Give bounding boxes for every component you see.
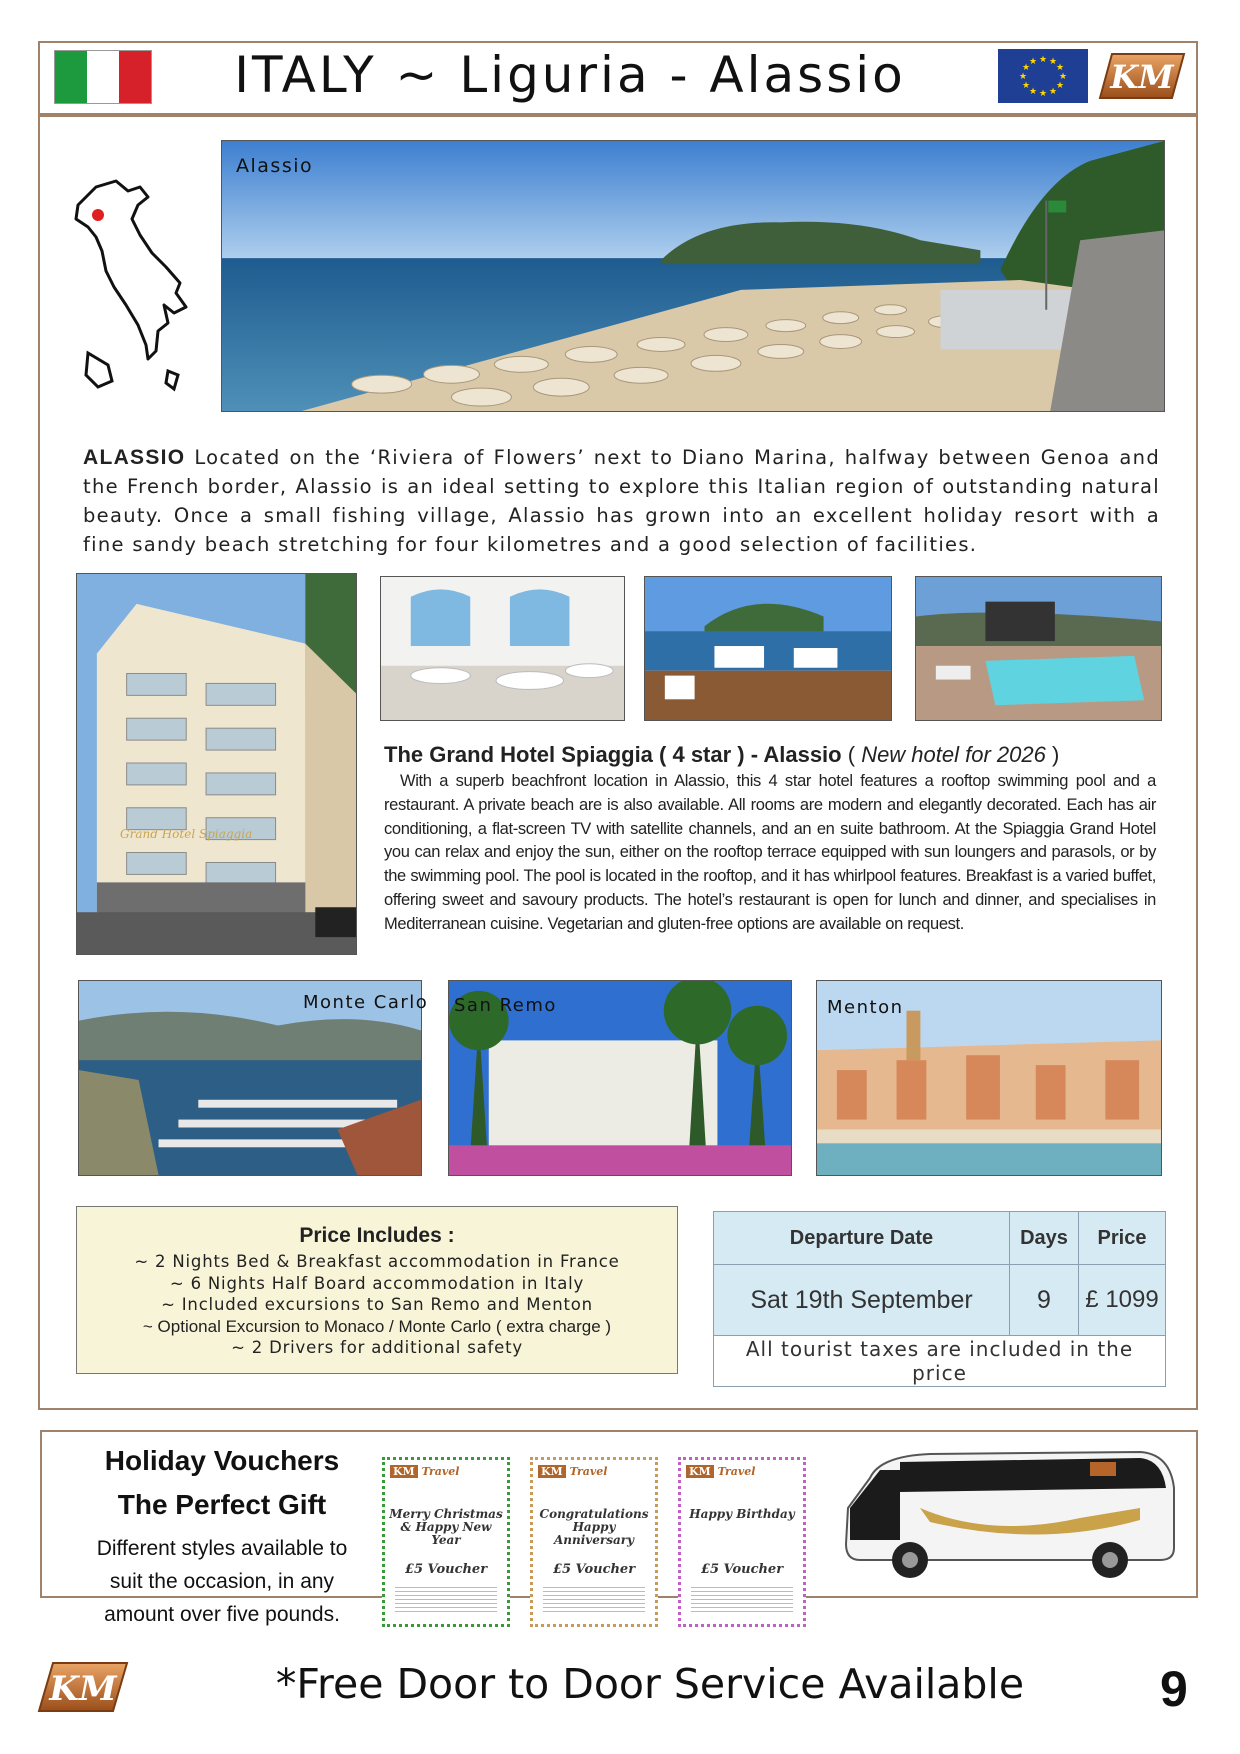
svg-text:★: ★ bbox=[1048, 87, 1058, 97]
svg-text:★: ★ bbox=[1028, 87, 1038, 97]
coach-image bbox=[840, 1448, 1180, 1586]
voucher-logo: KM Travel bbox=[538, 1465, 607, 1478]
price-includes-item: ~ 2 Drivers for additional safety bbox=[231, 1338, 523, 1357]
voucher-amount: £5 Voucher bbox=[404, 1562, 488, 1577]
intro-text: Located on the ‘Riviera of Flowers’ next to Diano Marina, halfway between Genoa and the French border, Alassio is an ideal setting to explore this Italian region of outstanding natural beauty. Once a small fishing village, Alassio has grown into an excellent holiday resort with a fine sandy beach stretching for four kilometres and a good selection of facilities. bbox=[83, 446, 1161, 556]
voucher-fine-print bbox=[691, 1584, 793, 1614]
voucher-logo: KM Travel bbox=[390, 1465, 459, 1478]
hotel-description: With a superb beachfront location in Alassio, this 4 star hotel features a rooftop swimming pool and a restaurant. A private beach are is also available. All rooms are modern and elegantly decorated. Each has air conditioning, a flat-screen TV with satellite channels, and an en suite bathroom. At the Spiaggia Grand Hotel you can relax and enjoy the sun, either on the rooftop terrace equipped with sun loungers and parasols, or by the swimming pool. The pool is located in the rooftop, and it has whirlpool features. Breakfast is a varied buffet, offering sweet and savoury products. The hotel’s restaurant is open for lunch and dinner, and specialises in Mediterranean cuisine. Vegetarian and gluten-free options are available on request. bbox=[384, 772, 1156, 933]
rooftop-pool-photo bbox=[915, 576, 1162, 721]
svg-text:★: ★ bbox=[1038, 55, 1048, 65]
restaurant-photo bbox=[380, 576, 625, 721]
svg-text:KM: KM bbox=[1110, 58, 1174, 96]
price-includes-box bbox=[76, 1206, 678, 1374]
caption-menton: Menton bbox=[827, 997, 904, 1018]
km-mark: KM bbox=[686, 1465, 714, 1478]
price-includes-item: ~ 6 Nights Half Board accommodation in Italy bbox=[169, 1273, 585, 1293]
hotel-title: The Grand Hotel Spiaggia ( 4 star ) - Alassio bbox=[384, 742, 842, 767]
hotel-exterior-photo bbox=[76, 573, 357, 955]
eu-flag bbox=[998, 49, 1088, 103]
table-row bbox=[714, 1265, 1166, 1336]
departure-date: Sat 19th September bbox=[714, 1265, 1010, 1336]
price-includes-item: ~ Optional Excursion to Monaco / Monte Carlo ( extra charge ) bbox=[142, 1316, 612, 1336]
price-includes-heading: Price Includes : bbox=[299, 1224, 455, 1247]
voucher-fine-print bbox=[395, 1584, 497, 1614]
departure-table bbox=[713, 1211, 1166, 1387]
km-logo-footer bbox=[37, 1659, 129, 1715]
hotel-title-open: ( bbox=[847, 742, 856, 767]
vouchers-panel bbox=[72, 1442, 372, 1631]
svg-text:★: ★ bbox=[1055, 63, 1065, 73]
svg-text:★: ★ bbox=[1021, 81, 1031, 91]
voucher-anniversary bbox=[530, 1457, 658, 1627]
italy-flag bbox=[54, 50, 152, 104]
km-mark: KM bbox=[538, 1465, 566, 1478]
vouchers-subheading: The Perfect Gift bbox=[117, 1489, 327, 1520]
vouchers-text: Different styles available to suit the occasion, in any amount over five pounds. bbox=[96, 1537, 348, 1626]
table-note-row bbox=[714, 1336, 1166, 1387]
voucher-fine-print bbox=[543, 1584, 645, 1614]
hotel-title-close: ) bbox=[1051, 742, 1060, 767]
voucher-logo: KM Travel bbox=[686, 1465, 755, 1478]
intro-paragraph bbox=[83, 443, 1160, 559]
departure-price: £ 1099 bbox=[1079, 1265, 1166, 1336]
hotel-sign: Grand Hotel Spiaggia bbox=[120, 827, 253, 841]
svg-text:★: ★ bbox=[1021, 63, 1031, 73]
km-logo-header bbox=[1098, 50, 1186, 102]
col-departure-date: Departure Date bbox=[714, 1212, 1010, 1265]
intro-lead: ALASSIO bbox=[83, 446, 186, 469]
voucher-christmas bbox=[382, 1457, 510, 1627]
departure-days: 9 bbox=[1010, 1265, 1079, 1336]
page-title: ITALY ~ Liguria - Alassio bbox=[234, 46, 906, 104]
page-number: 9 bbox=[1160, 1661, 1188, 1717]
voucher-occasion: Happy Birthday bbox=[689, 1507, 795, 1521]
caption-alassio: Alassio bbox=[236, 155, 314, 177]
alassio-beach-photo bbox=[221, 140, 1165, 412]
voucher-occasion: Congratulations Happy Anniversary bbox=[539, 1507, 649, 1547]
voucher-amount: £5 Voucher bbox=[700, 1562, 784, 1577]
voucher-occasion: Merry Christmas & Happy New Year bbox=[389, 1507, 503, 1547]
vouchers-heading: Holiday Vouchers bbox=[104, 1445, 340, 1476]
footer-logo-text: KM bbox=[49, 1669, 117, 1709]
km-mark: KM bbox=[390, 1465, 418, 1478]
price-includes-item: ~ Included excursions to San Remo and Menton bbox=[161, 1295, 593, 1314]
svg-text:★: ★ bbox=[1038, 89, 1048, 99]
svg-text:★: ★ bbox=[1028, 57, 1038, 67]
svg-text:★: ★ bbox=[1018, 72, 1028, 82]
svg-text:★: ★ bbox=[1055, 81, 1065, 91]
caption-san-remo: San Remo bbox=[454, 995, 557, 1016]
table-header-row bbox=[714, 1212, 1166, 1265]
caption-monte-carlo: Monte Carlo bbox=[303, 992, 429, 1013]
door-to-door-banner: *Free Door to Door Service Available bbox=[275, 1660, 1025, 1708]
voucher-amount: £5 Voucher bbox=[552, 1562, 636, 1577]
svg-text:★: ★ bbox=[1048, 57, 1058, 67]
terrace-photo bbox=[644, 576, 892, 721]
svg-text:★: ★ bbox=[1058, 72, 1068, 82]
italy-map bbox=[68, 175, 193, 400]
hotel-heading bbox=[384, 742, 1164, 768]
col-price: Price bbox=[1079, 1212, 1166, 1265]
taxes-note: All tourist taxes are included in the price bbox=[714, 1336, 1166, 1387]
voucher-birthday bbox=[678, 1457, 806, 1627]
col-days: Days bbox=[1010, 1212, 1079, 1265]
hotel-new-note: New hotel for 2026 bbox=[861, 742, 1046, 767]
price-includes-item: ~ 2 Nights Bed & Breakfast accommodation in France bbox=[134, 1252, 620, 1271]
